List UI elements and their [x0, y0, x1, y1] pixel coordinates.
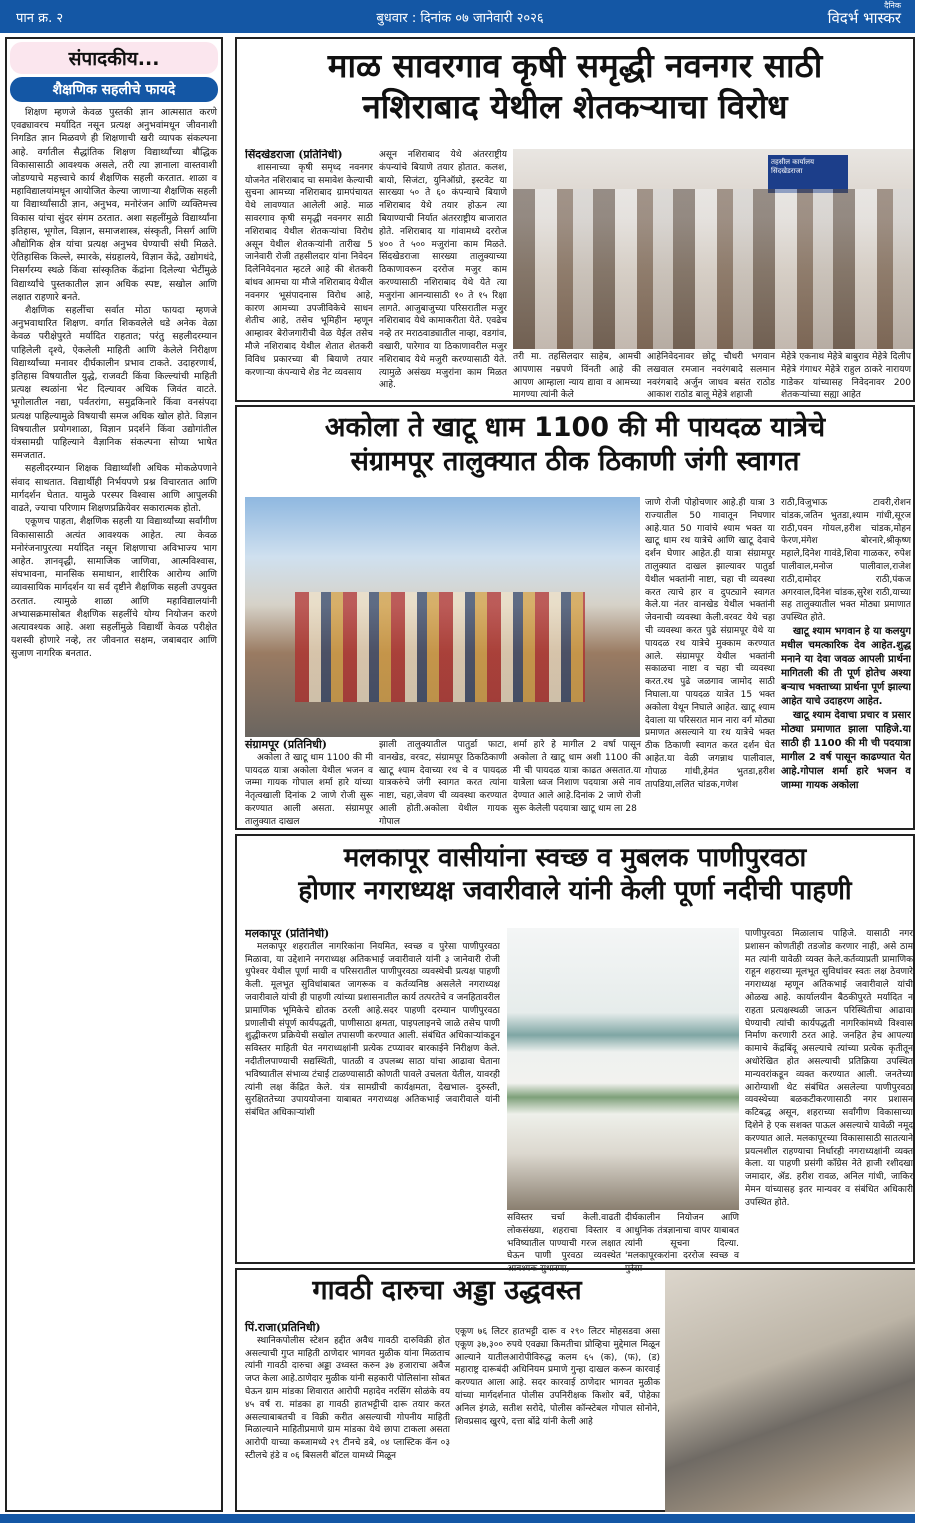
farmers-photo: [513, 149, 913, 349]
story-nashirabad: [235, 37, 915, 402]
story-liquor-raid: [235, 1268, 915, 1512]
column: झाली तालुक्यातील पातुर्डा फाटा, वानखेड, वरवट, संग्रामपूर ठिकठिकाणी खाटू श्याम देवाच्या रथ चे व पायदळ यात्रकरुंचे जंगी स्वागत करत त्यांना नाष्टा, चहा,जेवण ची व्यवस्था करण्यात आली होती.अकोला येथील गायक गोपाल: [379, 740, 507, 827]
footer-bar: [0, 1514, 915, 1523]
office-sign: तहसील कार्यालय सिंदखेडराजा: [768, 155, 848, 193]
dateline: मलकापूर (प्रतिनिधी): [245, 928, 330, 940]
masthead-bar: [0, 0, 915, 33]
column: [245, 149, 373, 399]
column: पाणीपुरवठा मिळालाच पाहिजे. यासाठी नगर प्रशासन कोणतीही तडजोड करणार नाही, असे ठाम मत त्यांनी यावेळी व्यक्त केले.कर्तव्याप्रती प्रामाणिक राहून शहराच्या मूलभूत सुविधांवर स्वतः लक्ष ठेवणारे नगराध्यक्ष म्हणून अतिकभाई जवारीवाले यांची ओळख आहे. कार्यालयीन बैठकीपुरते मर्यादित न राहता प्रत्यक्षस्थळी जाऊन परिस्थितीचा आढावा घेण्याची त्यांची कार्यपद्धती नागरिकांमध्ये विश्वास निर्माण करणारी ठरत आहे. जनहित हेच आपल्या कामाचे केंद्रबिंदू असल्याचे त्यांच्या प्रत्येक कृतीतून अधोरेखित होत असल्याची प्रतिक्रिया उपस्थित मान्यवरांकडून व्यक्त करण्यात आली. जनतेच्या आरोग्याशी थेट संबंधित असलेल्या पाणीपुरवठा व्यवस्थेच्या बळकटीकरणासाठी नगर प्रशासन कटिबद्ध असून, शहराच्या सर्वांगीण विकासाच्या दिशेने हे एक सशक्त पाऊल असल्याचे यावेळी नमूद करण्यात आले. मलकापूरच्या विकासासाठी सातत्याने प्रयत्नशील राहण्याचा निर्धारही नगराध्यक्षांनी व्यक्त केला. या पाहणी प्रसंगी काँग्रेस नेते हाजी रशीदखा जमादार, ॲड. हरीश रावळ, अनिल गांधी, जाकिर मेमन यांच्यासह इतर मान्यवर व संबंधित अधिकारी उपस्थित होते.: [745, 929, 913, 1208]
paragraph: शासनाच्या कृषी समृध्द नवनगर योजनेत नशिराबाद चा समावेश केल्याची सुचना आमच्या नशिराबाद ग्रामपंचायत येथे लावण्यात आलेली आहे. माळ सावरगाव कृषी समृद्धी नवनगर साठी नशिराबाद येथील शेतकऱ्यांचा विरोध असून येथील शेतकऱ्यांनी तारीख 5 जानेवारी रोजी तहसीलदार यांना निवेदन दिलेनिवेदनात म्हटले आहे की शेतकरी बांधव आमचा या मौजे नशिराबाद येथील नवनगर भूसंपादनास विरोध आहे, कारण आमच्या उपजीविकेचे साधन शेतीच आहे, तसेच भूमिहीन म्हणून आम्हावर बेरोजगारीची वेळ येईल तसेच मौजे नशिराबाद येथील शेतात शेतकरी विविध प्रकारच्या बी बियाणे तयार करणाऱ्या कंपन्याचे शेड नेट व्यवसाय: [245, 162, 373, 378]
issue-date: बुधवार : दिनांक ०७ जानेवारी २०२६: [376, 11, 544, 26]
caption: दीर्घकालीन नियोजन आणि आधुनिक तंत्रज्ञानाचा वापर याबाबत त्यांनी सूचना दिल्या. 'मलकापूरकरांना दररोज स्वच्छ व पुरेसा: [625, 1213, 739, 1275]
paragraph: असून नशिराबाद येथे अंतरराष्ट्रीय कंपन्यांचे बियाणे तयार होतात. कलश, बायो, सिजंटा, युनिऑग्रो, इस्टवेट या सारख्या ५० ते ६० कंपन्याचे बियाणे नशिराबाद येथे तयार होऊन त्या बियाण्याची निर्यात अंतरराष्ट्रीय बाजारात होते. नशिराबाद या गांवामध्ये दररोज ४०० ते ५०० मजुरांना काम मिळते. सिंदखेडराजा सारख्या तालुक्याच्या ठिकाणावरून दररोज मजुर काम करण्यासाठी नशिराबाद येथे येते त्या मजुरांना आनन्यासाठी १० ते १५ रिक्षा लागते. आजुबाजुच्या परिसरातील मजुर नशिराबाद येथे कामाकरीता येते. एवढेच नव्हे तर मराठवाड्यातील नाव्हा, वडगांव, वखारी, पारेगाव या ठिकाणावरील मजुर नशिराबाद येथे मजुरी करण्यासाठी येते. त्यामुळे असंख्य मजुरांना काम मिळत आहे.: [379, 150, 507, 391]
headline: [237, 1274, 657, 1308]
dateline: सिंदखेडराजा (प्रतिनिधी): [245, 149, 343, 161]
paragraph: एकूणच पाहता, शैक्षणिक सहली या विद्यार्थ्यांच्या सर्वांगीण विकासासाठी अत्यंत आवश्यक आहेत. त्या केवळ मनोरंजनापुरत्या मर्यादित नसून शिक्षणाचा अविभाज्य भाग आहेत. ज्ञानवृद्धी, सामाजिक जाणिवा, आत्मविश्वास, संघभावना, मानसिक समाधान, शारीरिक आरोग्य आणि व्यावसायिक मार्गदर्शन या सर्व दृष्टीने शैक्षणिक सहली उपयुक्त ठरतात. त्यामुळे शाळा आणि महाविद्यालयांनी अभ्यासक्रमासोबत शैक्षणिक सहलींचे योग्य नियोजन करणे अत्यावश्यक आहे. अशा सहलींमुळे विद्यार्थी केवळ परीक्षेत यशस्वी होणारे नव्हे, तर जीवनात सक्षम, जबाबदार आणि सुजाण नागरिक बनतात.: [11, 516, 217, 660]
headline: [237, 39, 913, 128]
dateline: संग्रामपूर (प्रतिनिधी): [245, 738, 327, 751]
column: [245, 928, 500, 1263]
headline-line: अकोला ते खाटू धाम 1100 की मी पायदळ यात्रेचे: [324, 412, 826, 443]
headline-line: नशिराबाद येथील शेतकऱ्याचा विरोध: [362, 87, 788, 127]
column: [245, 739, 373, 829]
people-shape: [513, 189, 913, 349]
column: [379, 149, 507, 399]
column: एकूण ७६ लिटर हातभट्टी दारू व २९० लिटर मोहसडवा असा एकूण ३७,३०० रुपये एवढ्या किमतीचा प्रोव्हिचा मुद्देमाल मिळून आल्याने यातीलआरोपीविरुद्ध कलम ६५ (क), (फ), (ड) महाराष्ट्र दारूबंदी अधिनियम प्रमाणे गुन्हा दाखल करून कारवाई करण्यात आला आहे. सदर कारवाई ठाणेदार भागवत मुळीक यांच्या मार्गदर्शनात पोलीस उपनिरीक्षक किशोर बर्वे, पोहेका अनिल इंगळे, सतीश सरोदे, पोलीस कॉन्स्टेबल गोपाल सोनोने, शिवप्रसाद खुरपे, दत्ता बोंद्रे यांनी केली आहे: [455, 1327, 660, 1427]
story-khatu-yatra: [235, 405, 915, 830]
headline-line: गावठी दारुचा अड्डा उद्धवस्त: [312, 1275, 582, 1306]
page-number: पान क्र. २: [16, 11, 64, 26]
headline-line: मलकापूर वासीयांना स्वच्छ व मुबलक पाणीपुरवठा: [343, 843, 807, 873]
newspaper-logo: [828, 2, 901, 26]
editorial-body: [7, 106, 221, 661]
story-malkapur-water: [235, 834, 915, 1275]
highlight-paragraph: खाटू श्याम देवाचा प्रचार व प्रसार मोठ्या प्रमाणात झाला पाहिजे.या साठी ही 1100 की मी ची पदयात्रा मागील 2 वर्ष पासून काढण्यात येत आहे.गोपाल शर्मा हारे भजन व जाम्मा गायक अकोला: [781, 709, 911, 791]
logo-big: विदर्भ भास्कर: [827, 9, 901, 27]
logo-small: दैनिक: [884, 1, 901, 10]
highlight-paragraph: खाटू श्याम भगवान हे या कलयुग मधील चमत्कारिक देव आहेत.शुद्ध मनाने या देवा जवळ आपली प्रार्थना मागितली की ती पूर्ण होतेच अश्या बऱ्याच भक्ताच्या प्रार्थना पूर्ण झाल्या आहेत याचे उदाहरण आहेत.: [781, 625, 911, 707]
river-inspection-photo: [507, 928, 739, 1210]
seized-liquor-photo: [665, 1270, 915, 1512]
caption: तरी मा. तहसिलदार साहेब, आमची आपणास नम्रपणे विंनती आहे की आपण आम्हाला न्याय द्यावा व आमच्या मागण्या त्यांनी केले: [513, 352, 641, 401]
paragraph: मलकापूर शहरातील नागरिकांना नियमित, स्वच्छ व पुरेसा पाणीपुरवठा मिळावा, या उद्देशाने नगराध्यक्ष अतिकभाई जवारीवाले यांनी ३ जानेवारी रोजी धुपेश्वर येथील पूर्णा मायी व परिसरातील पाणीपुरवठा व्यवस्थेची प्रत्यक्ष पाहणी केली. मूलभूत सुविधांबाबत जागरूक व कर्तव्यनिष्ठ असलेले नगराध्यक्ष जवारीवाले यांची ही पाहणी त्यांच्या प्रशासनातील कार्य तत्परतेचे व जनहितावरील प्रामाणिक भूमिकेचे द्योतक ठरली आहे.सदर पाहणी दरम्यान पाणीपुरवठा प्रणालीची संपूर्ण कार्यपद्धती, पाणीसाठा क्षमता, पाइपलाइनचे जाळे तसेच पाणी शुद्धीकरण प्रक्रियेची सखोल तपासणी करण्यात आली. संबंधित अधिकाऱ्यांकडून सविस्तर माहिती घेत नगराध्यक्षांनी प्रत्येक टप्प्यावर बारकाईने निरीक्षण केले. नदीतीलपाण्याची सद्यस्थिती, पातळी व उपलब्ध साठा यांचा आढावा घेताना भविष्यातील संभाव्य टंचाई टाळण्यासाठी कोणती पावले उचलता येतील, यावरही त्यांनी लक्ष केंद्रित केले. यंत्र सामग्रीची कार्यक्षमता, देखभाल- दुरुस्ती, सुरक्षिततेच्या उपाययोजना याबाबत नगराध्यक्ष अतिकभाई जवारीवाले यांनी संबंधित अधिकाऱ्यांशी: [245, 941, 500, 1119]
column: [781, 497, 911, 827]
paragraph: अकोला ते खाटू धाम 1100 की मी पायदळ यात्रा अकोला येथील भजन व जम्मा गायक गोपाल शर्मा हारे यांच्या नेतृत्वखाली दिनांक 2 जाणे रोजी सुरू करण्यात आली असता. संग्रामपूर तालुक्यात दाखल: [245, 752, 373, 827]
dateline: पिं.राजा(प्रतिनिधी): [245, 1321, 321, 1334]
paragraph: स्थानिकपोलीस स्टेशन हद्दीत अवैध गावठी दारुविक्री होत असल्याची गुप्त माहिती ठाणेदार भागवत मुळीक यांना मिळताच त्यांनी गावठी दारुचा अड्डा उध्वस्त करुन ३७ हजाराचा अवैज जप्त केला आहे.ठाणेदार मुळीक यांनी सहकारी पोलिसांना सोबत घेऊन ग्राम मांडका शिवारात आरोपी महादेव नरसिंग सोळंके वय ४५ वर्ष रा. मांडका हा गावठी हातभट्टीची दारू तयार करत असल्याबाबतची व विक्री करीत असल्याची गोपनीय माहिती मिळाल्याने माहितीप्रमाणे ग्राम मांडका येथे छापा टाकला असता आरोपी याच्या कब्जामध्ये २९ टीनचे डबे, ०४ प्लास्टिक कॅन ०३ स्टीलचे हंडे व ०६ बिसलरी बॉटल यामध्ये मिळून: [245, 1335, 450, 1461]
column: जाणे रोजी पोहोचणार आहे.ही यात्रा 3 राज्यातील 50 गावातून निघणार आहे.यात 50 गावांचे श्याम भक्त या खाटू धाम रथ यात्रेचे आणि खाटू देवाचे दर्शन घेणार आहेत.ही यात्रा संग्रामपूर तालुक्यात दाखल झाल्यावर पातुर्डा येथील भक्तांनी नाष्टा, चहा ची व्यवस्था करत त्याचे हार व दुपट्याने स्वागत केले.या नंतर वानखेड येथील भक्तांनी जेवनाची व्यवस्था केली.वरवट येथे चहा ची व्यवस्था करत पुढे संग्रामपूर येथे या पायदळ रथ यात्रेचे मुक्काम करण्यात आले. संग्रामपूर येथील भक्तांनी सकाळचा नाष्टा व चहा ची व्यवस्था करत.रथ पुढे जळगाव जामोद साठी निघाला.या पायदळ यात्रेत 15 भक्त अकोला येथून निघाले आहेत. खाटू श्याम देवाला या परिसरात मान नारा वर्ग मोठ्या प्रमाणत असल्याने या रथ यात्रेचे भक्त ठीक ठिकाणी स्वागत करत दर्शन घेत आहेत.या वेळी जगन्नाथ पालीवाल, गोपाळ गांधी,हेमंत भुतडा,हरीश तापडिया,ललित चांडक,गणेश: [645, 498, 775, 790]
column: [245, 1322, 450, 1463]
devotees-shape: [295, 592, 585, 702]
headline-line: माळ सावरगाव कृषी समृद्धी नवनगर साठी: [327, 46, 823, 85]
caption: मेहेत्रे एकनाथ मेहेत्रे बाबुराव मेहेत्रे दिलीप मेहेत्रे गंगाधर मेहेत्रे राहुल ठाकरे नारायण गाडेकर यांच्यासह निवेदनावर 200 शेतकऱ्यांच्या सह्या आहेत: [781, 352, 911, 401]
paragraph: शिक्षण म्हणजे केवळ पुस्तकी ज्ञान आत्मसात करणे एवढ्यावरच मर्यादित नसून प्रत्यक्ष अनुभवांमधून जीवनाशी निगडित ज्ञान मिळवणे ही शिक्षणाची खरी व्यापक संकल्पना आहे. वर्गातील सैद्धांतिक शिक्षण विद्यार्थ्यांच्या बौद्धिक विकासासाठी आवश्यक असले, तरी त्या ज्ञानाला वास्तवाशी जोडण्याचे महत्त्वाचे कार्य शैक्षणिक सहली करतात. शाळा व महाविद्यालयांमधून आयोजित केल्या जाणाऱ्या शैक्षणिक सहली या विद्यार्थ्यांसाठी ज्ञान, अनुभव, मनोरंजन आणि व्यक्तिमत्त्व विकास यांचा सुंदर संगम ठरतात. अशा सहलींमुळे विद्यार्थ्यांना इतिहास, भूगोल, विज्ञान, समाजशास्त्र, संस्कृती, निसर्ग आणि औद्योगिक क्षेत्र यांचा प्रत्यक्ष अनुभव घेण्याची संधी मिळते. ऐतिहासिक किल्ले, स्मारके, संग्रहालये, विज्ञान केंद्रे, उद्योगधंदे, निसर्गरम्य स्थळे किंवा सांस्कृतिक केंद्रांना दिलेल्या भेटींमुळे विद्यार्थ्यांचे पुस्तकातील ज्ञान अधिक स्पष्ट, सखोल आणि लक्षात राहणारे बनते.: [11, 107, 217, 303]
headline: [237, 836, 913, 907]
caption: सविस्तर चर्चा केली.वाढती लोकसंख्या, शहराचा विस्तार व भविष्यातील पाण्याची गरज लक्षात घेऊन पाणी पुरवठा व्यवस्थेत आवश्यक सुधारणा,: [507, 1213, 621, 1275]
headline-line: संग्रामपूर तालुक्यात ठीक ठिकाणी जंगी स्वागत: [350, 445, 800, 477]
headline: [237, 407, 913, 479]
editorial-box: [5, 37, 223, 1512]
editorial-title: संपादकीय...: [10, 42, 218, 74]
editorial-subtitle: शैक्षणिक सहलीचे फायदे: [10, 77, 218, 102]
headline-line: होणार नगराध्यक्ष जवारीवाले यांनी केली पूर्णा नदीची पाहणी: [298, 875, 852, 906]
yatra-photo: [245, 497, 640, 737]
paragraph: राठी,विजुभाऊ टावरी,रोशन चांडक,जतिन भुतडा,श्याम गांधी,सूरज राठी,पवन गोयल,हरीश चांडक,मोहन फेरण,मंगेश बोरनारे,श्रीकृष्ण महाले,दिनेश गावंडे,शिवा गाळकर, रुपेश पालीवाल,मनोज पालीवाल,राजेश राठी,दामोदर राठी,पंकज अगरवाल,दिनेश चांडक,सुरेश राठी,याच्या सह तालुक्यातील भक्त मोठ्या प्रमाणात उपस्थित होते.: [781, 498, 911, 624]
column: शर्मा हारे हे मागील 2 वर्षा पासून अकोला ते खाटू धाम अशी 1100 की मी ची पायदळ यात्रा काढत असतात.या यात्रेला ध्वज निशाण पदयात्रा असे नाव देण्यात आले आहे.दिनांक 2 जाणे रोजी सुरू केलेली पदयात्रा खाटू धाम ला 28: [513, 740, 641, 814]
paragraph: सहलीदरम्यान शिक्षक विद्यार्थ्यांशी अधिक मोकळेपणाने संवाद साधतात. विद्यार्थीही निर्भयपणे प्रश्न विचारतात आणि मार्गदर्शन घेतात. यामुळे परस्पर विश्वास आणि आपुलकी वाढते, ज्याचा परिणाम शिक्षणप्रक्रियेवर सकारात्मक होतो.: [11, 463, 217, 515]
paragraph: शैक्षणिक सहलींचा सर्वात मोठा फायदा म्हणजे अनुभवाधारित शिक्षण. वर्गात शिकवलेले धडे अनेक वेळा केवळ परीक्षेपुरते मर्यादित राहतात; परंतु सहलीदरम्यान पाहिलेली दृश्ये, ऐकलेली माहिती आणि केलेले निरीक्षण विद्यार्थ्यांच्या मनावर दीर्घकालीन प्रभाव टाकते. उदाहरणार्थ, इतिहास विषयातील युद्धे, राजवटी किंवा किल्ल्यांची माहिती प्रत्यक्ष स्थळांना भेट दिल्यावर अधिक जिवंत वाटते. भूगोलातील नद्या, पर्वतरांगा, समुद्रकिनारे किंवा वनसंपदा प्रत्यक्ष पाहिल्यामुळे विषयाची समज अधिक खोल होते. विज्ञान विषयातील प्रयोगशाळा, विज्ञान प्रदर्शने किंवा उद्योगांतील यंत्रसामग्री पाहिल्याने वैज्ञानिक संकल्पना सोप्या भाषेत समजतात.: [11, 305, 217, 462]
caption: आहेनिवेदनावर छोटू चौधरी भगवान लखवाल रमजान नवरंगबादे सलमान नवरंगबादे अर्जुन जाधव बसंत राठोड आकाश राठोड बालू मेहेत्रे शहाजी: [647, 352, 775, 401]
